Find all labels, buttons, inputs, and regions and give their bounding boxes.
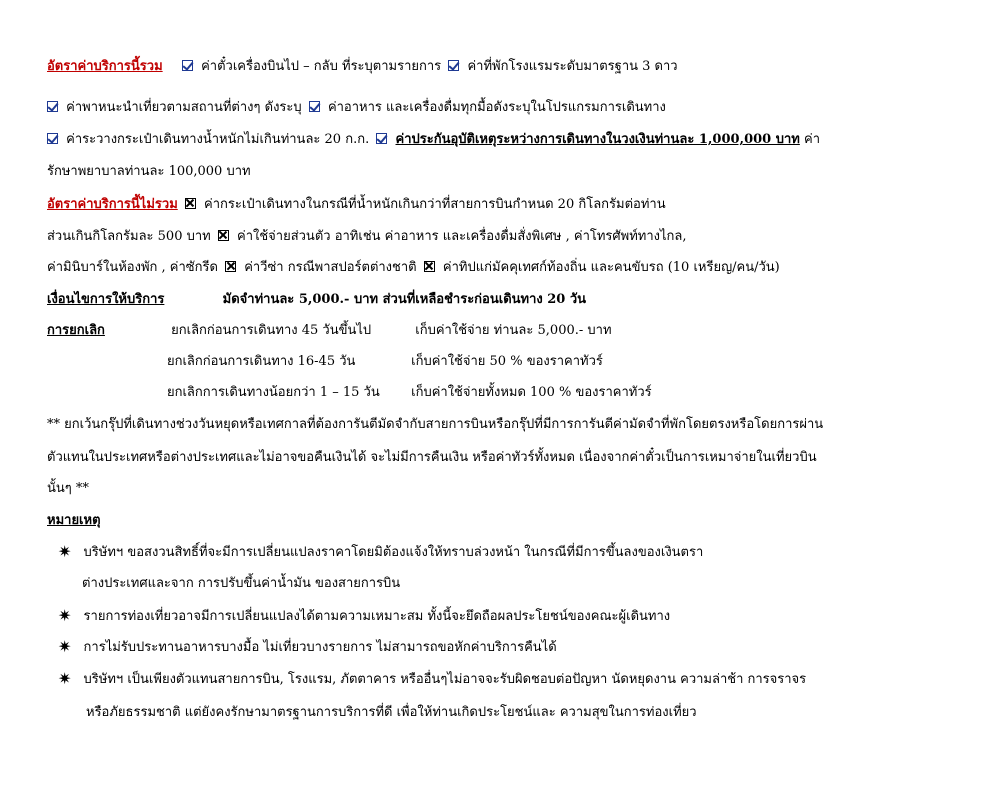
included-item-insurance-tail: ค่า xyxy=(804,132,820,147)
checkbox-x-icon xyxy=(185,198,196,209)
excluded-line-3 xyxy=(47,259,780,277)
asterisk-bullet-icon: ✷ xyxy=(58,669,72,688)
cancellation-fee: เก็บค่าใช้จ่าย ท่านละ 5,000.- บาท xyxy=(415,323,612,338)
included-item-insurance: ค่าประกันอุบัติเหตุระหว่างการเดินทางในวงเงินท่านละ 1,000,000 บาท xyxy=(395,132,800,147)
checkbox-checked-icon xyxy=(448,60,459,71)
remarks-item-4 xyxy=(58,670,806,688)
remarks-item-text: ต่างประเทศและจาก การปรับขึ้นค่าน้ำมัน ของสายการบิน xyxy=(82,576,401,591)
cancellation-fee: เก็บค่าใช้จ่าย 50 % ของราคาทัวร์ xyxy=(411,354,603,369)
included-item-hotel: ค่าที่พักโรงแรมระดับมาตรฐาน 3 ดาว xyxy=(467,59,678,74)
asterisk-bullet-icon: ✷ xyxy=(58,542,72,561)
cancellation-note-3 xyxy=(47,480,89,498)
remarks-item-4-cont xyxy=(86,704,697,722)
excluded-line-2 xyxy=(47,228,687,246)
cancellation-line-3 xyxy=(167,384,652,402)
conditions-text: มัดจำท่านละ 5,000.- บาท ส่วนที่เหลือชำระก่อนเดินทาง 20 วัน xyxy=(222,292,587,307)
included-line-4 xyxy=(47,163,251,181)
asterisk-bullet-icon: ✷ xyxy=(58,606,72,625)
included-item-medical: รักษาพยาบาลท่านละ 100,000 บาท xyxy=(47,164,251,179)
excluded-line-1 xyxy=(47,196,666,214)
remarks-item-text: รายการท่องเที่ยวอาจมีการเปลี่ยนแปลงได้ตามความเหมาะสม ทั้งนี้จะยึดถือผลประโยชน์ของคณะผู้เดินทาง xyxy=(83,609,671,624)
checkbox-x-icon xyxy=(424,261,435,272)
checkbox-x-icon xyxy=(218,230,229,241)
included-line-3 xyxy=(47,131,820,149)
included-item-meals: ค่าอาหาร และเครื่องดื่มทุกมื้อดังระบุในโปรแกรมการเดินทาง xyxy=(327,100,666,115)
remarks-title: หมายเหตุ xyxy=(47,513,101,528)
remarks-item-text: บริษัทฯ เป็นเพียงตัวแทนสายการบิน, โรงแรม, ภัตตาคาร หรืออื่นๆไม่อาจจะรับผิดชอบต่อปัญหา นัดหยุดงาน ความล่าช้า การจราจร xyxy=(83,672,807,687)
excluded-item-personal-cont: ค่ามินิบาร์ในห้องพัก , ค่าซักรีด xyxy=(47,260,218,275)
remarks-item-text: บริษัทฯ ขอสงวนสิทธิ์ที่จะมีการเปลี่ยนแปลงราคาโดยมิต้องแจ้งให้ทราบล่วงหน้า ในกรณีที่มีการขึ้นลงของเงินตรา xyxy=(83,545,704,560)
conditions-title: เงื่อนไขการให้บริการ xyxy=(47,292,165,307)
conditions-line xyxy=(47,291,586,309)
cancellation-when: ยกเลิกการเดินทางน้อยกว่า 1 – 15 วัน xyxy=(167,385,380,400)
included-line-1 xyxy=(47,58,678,76)
cancellation-line-1 xyxy=(47,322,612,340)
remarks-item-1 xyxy=(58,543,703,561)
remarks-item-1-cont xyxy=(82,575,400,593)
checkbox-checked-icon xyxy=(47,101,58,112)
cancellation-when: ยกเลิกก่อนการเดินทาง 45 วันขึ้นไป xyxy=(171,323,372,338)
cancellation-note-text: ตัวแทนในประเทศหรือต่างประเทศและไม่อาจขอคืนเงินได้ จะไม่มีการคืนเงิน หรือค่าทัวร์ทั้งหมด เนื่องจากค่าตั๋วเป็นการเหมาจ่ายในเที่ยวบิน xyxy=(47,450,817,465)
included-item-baggage: ค่าระวางกระเป๋าเดินทางน้ำหนักไม่เกินท่านละ 20 ก.ก. xyxy=(66,132,370,147)
asterisk-bullet-icon: ✷ xyxy=(58,637,72,656)
remarks-item-text: หรือภัยธรรมชาติ แต่ยังคงรักษามาตรฐานการบริการที่ดี เพื่อให้ท่านเกิดประโยชน์และ ความสุขในการท่องเที่ยว xyxy=(86,705,697,720)
included-line-2 xyxy=(47,99,666,117)
checkbox-x-icon xyxy=(225,261,236,272)
excluded-title: อัตราค่าบริการนี้ไม่รวม xyxy=(47,197,178,212)
remarks-item-text: การไม่รับประทานอาหารบางมื้อ ไม่เที่ยวบางรายการ ไม่สามารถขอหักค่าบริการคืนได้ xyxy=(83,640,557,655)
remarks-title-line xyxy=(47,512,101,530)
checkbox-checked-icon xyxy=(47,133,58,144)
included-title: อัตราค่าบริการนี้รวม xyxy=(47,59,163,74)
cancellation-fee: เก็บค่าใช้จ่ายทั้งหมด 100 % ของราคาทัวร์ xyxy=(411,385,652,400)
cancellation-note-1 xyxy=(47,416,823,434)
excluded-item-personal: ค่าใช้จ่ายส่วนตัว อาทิเช่น ค่าอาหาร และเครื่องดื่มสั่งพิเศษ , ค่าโทรศัพท์ทางไกล, xyxy=(237,229,687,244)
excluded-item-tips: ค่าทิปแก่มัคคุเทศก์ท้องถิ่น และคนขับรถ (10 เหรียญ/คน/วัน) xyxy=(442,260,780,275)
cancellation-line-2 xyxy=(167,353,603,371)
checkbox-checked-icon xyxy=(309,101,320,112)
cancellation-when: ยกเลิกก่อนการเดินทาง 16-45 วัน xyxy=(167,354,356,369)
remarks-item-3 xyxy=(58,638,557,656)
excluded-item-baggage: ค่ากระเป๋าเดินทางในกรณีที่น้ำหนักเกินกว่าที่สายการบินกำหนด 20 กิโลกรัมต่อท่าน xyxy=(204,197,666,212)
included-item-transport: ค่าพาหนะนำเที่ยวตามสถานที่ต่างๆ ดังระบุ xyxy=(66,100,302,115)
cancellation-title: การยกเลิก xyxy=(47,323,105,338)
cancellation-note-text: นั้นๆ ** xyxy=(47,481,89,496)
checkbox-checked-icon xyxy=(376,133,387,144)
checkbox-checked-icon xyxy=(182,60,193,71)
included-item-airfare: ค่าตั๋วเครื่องบินไป – กลับ ที่ระบุตามรายการ xyxy=(201,59,442,74)
excluded-item-visa: ค่าวีซ่า กรณีพาสปอร์ตต่างชาติ xyxy=(244,260,417,275)
remarks-item-2 xyxy=(58,607,670,625)
cancellation-note-text: ** ยกเว้นกรุ๊ปที่เดินทางช่วงวันหยุดหรือเทศกาลที่ต้องการันตีมัดจำกับสายการบินหรือกรุ๊ปที่มีการการันตีค่ามัดจำที่พักโดยตรงหรือโดยการผ่าน xyxy=(47,417,824,432)
cancellation-note-2 xyxy=(47,449,817,467)
excluded-item-baggage-cont: ส่วนเกินกิโลกรัมละ 500 บาท xyxy=(47,229,211,244)
